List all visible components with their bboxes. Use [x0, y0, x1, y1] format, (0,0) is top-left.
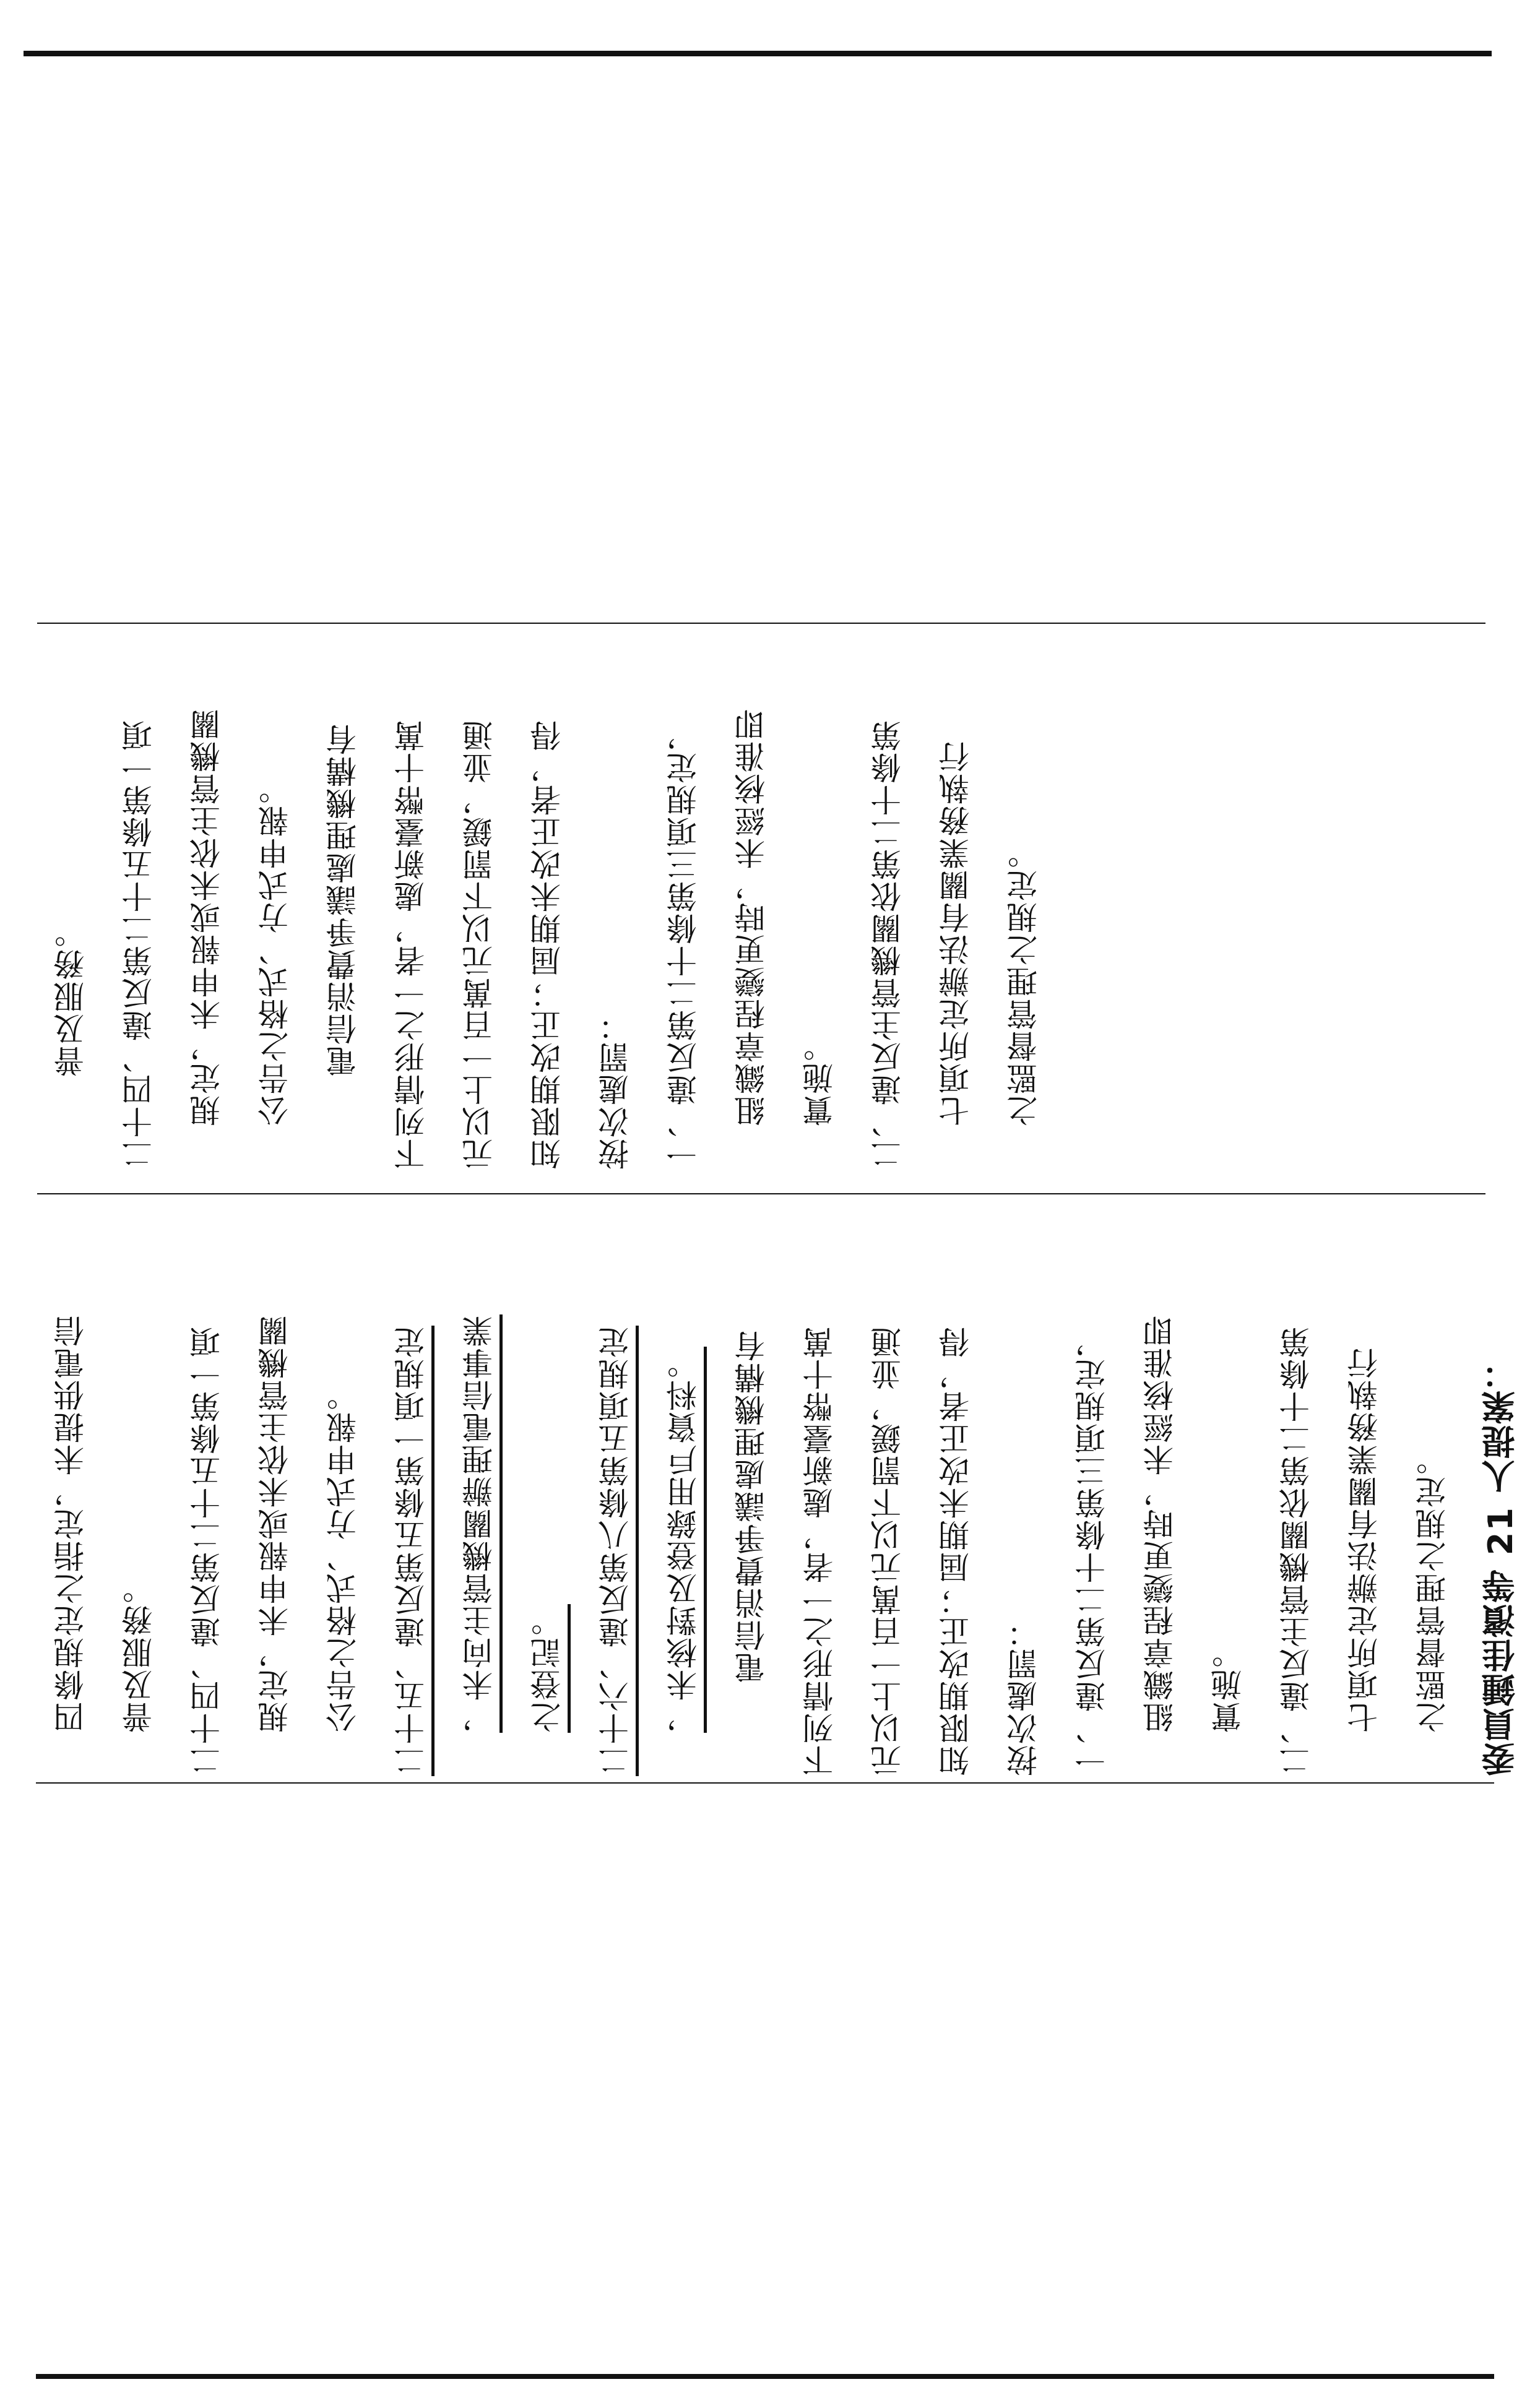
text-line: 實施。 — [802, 1030, 838, 1126]
text-line: 元以上一百萬元以下罰鍰，並通 — [870, 1326, 906, 1776]
text-line: 之監督管理之規定。 — [1415, 1443, 1451, 1733]
text-line: 普及服務。 — [53, 916, 89, 1077]
text-line: 二十六、違反第八條第五項規定 — [598, 1326, 634, 1776]
text-line: 下列情形之一者，處新臺幣十萬 — [394, 719, 430, 1170]
upper-block-top-rule — [37, 623, 1485, 624]
text-line: 二、違反主管機關依第二十條第 — [870, 719, 906, 1170]
text-line: 二十五、違反第五條第一項規定 — [394, 1326, 430, 1776]
text-line: 下列情形之一者，處新臺幣十萬 — [802, 1326, 838, 1776]
text-line: 電信消費爭議處理機構有 — [326, 723, 361, 1077]
text-line: 組織章程變更時，未經核准即 — [734, 708, 770, 1126]
text-line: 之登記。 — [530, 1604, 566, 1733]
text-line: 規定，未申報或未依主管機關 — [189, 708, 225, 1126]
text-line: 一、違反第二十條第三項規定， — [666, 719, 702, 1170]
text-line: ，未向主管機關辦理電信事業 — [462, 1314, 498, 1733]
text-line: 組織章程變更時，未經核准即 — [1143, 1314, 1178, 1733]
text-line: 規定，未申報或未依主管機關 — [257, 1314, 293, 1733]
text-line: 按次處罰： — [598, 1009, 634, 1170]
text-line: 二十四、違反第二十五條第一項 — [121, 719, 157, 1170]
lower-text-block — [37, 1201, 1520, 1776]
text-line: 實施。 — [1211, 1636, 1247, 1733]
text-line: 四條規定之指定，未提供電信 — [53, 1314, 89, 1733]
proposal-heading: 委員鍾佳濱等 21 人提案： — [1481, 1355, 1520, 1776]
lower-block-bottom-rule — [36, 1782, 1494, 1784]
text-line: 普及服務。 — [121, 1572, 157, 1733]
text-line: 二十四、違反第二十五條第一項 — [189, 1326, 225, 1776]
text-line: 七項所定辦法有關業務執行 — [1347, 1347, 1383, 1733]
text-line: 七項所定辦法有關業務執行 — [938, 740, 974, 1126]
block-divider-rule — [37, 1193, 1485, 1194]
text-line: 公告之格式、方式申報。 — [326, 1379, 361, 1733]
text-line: 知限期改正；屆期未改正者，得 — [530, 719, 566, 1170]
text-line: 公告之格式、方式申報。 — [257, 772, 293, 1126]
text-line: 二、違反主管機關依第二十條第 — [1279, 1326, 1315, 1776]
text-line: 元以上一百萬元以下罰鍰，並通 — [462, 719, 498, 1170]
top-rule — [24, 51, 1492, 56]
bottom-rule — [36, 2374, 1494, 2379]
text-line: 之監督管理之規定。 — [1006, 837, 1042, 1126]
text-line: 按次處罰： — [1006, 1615, 1042, 1776]
text-line: 知限期改正；屆期未改正者，得 — [938, 1326, 974, 1776]
text-line: ，未核對及登錄用戶資料。 — [666, 1347, 702, 1733]
text-line: 電信消費爭議處理機構有 — [734, 1329, 770, 1683]
upper-text-block — [37, 625, 1042, 1170]
text-line: 一、違反第二十條第三項規定， — [1074, 1326, 1110, 1776]
